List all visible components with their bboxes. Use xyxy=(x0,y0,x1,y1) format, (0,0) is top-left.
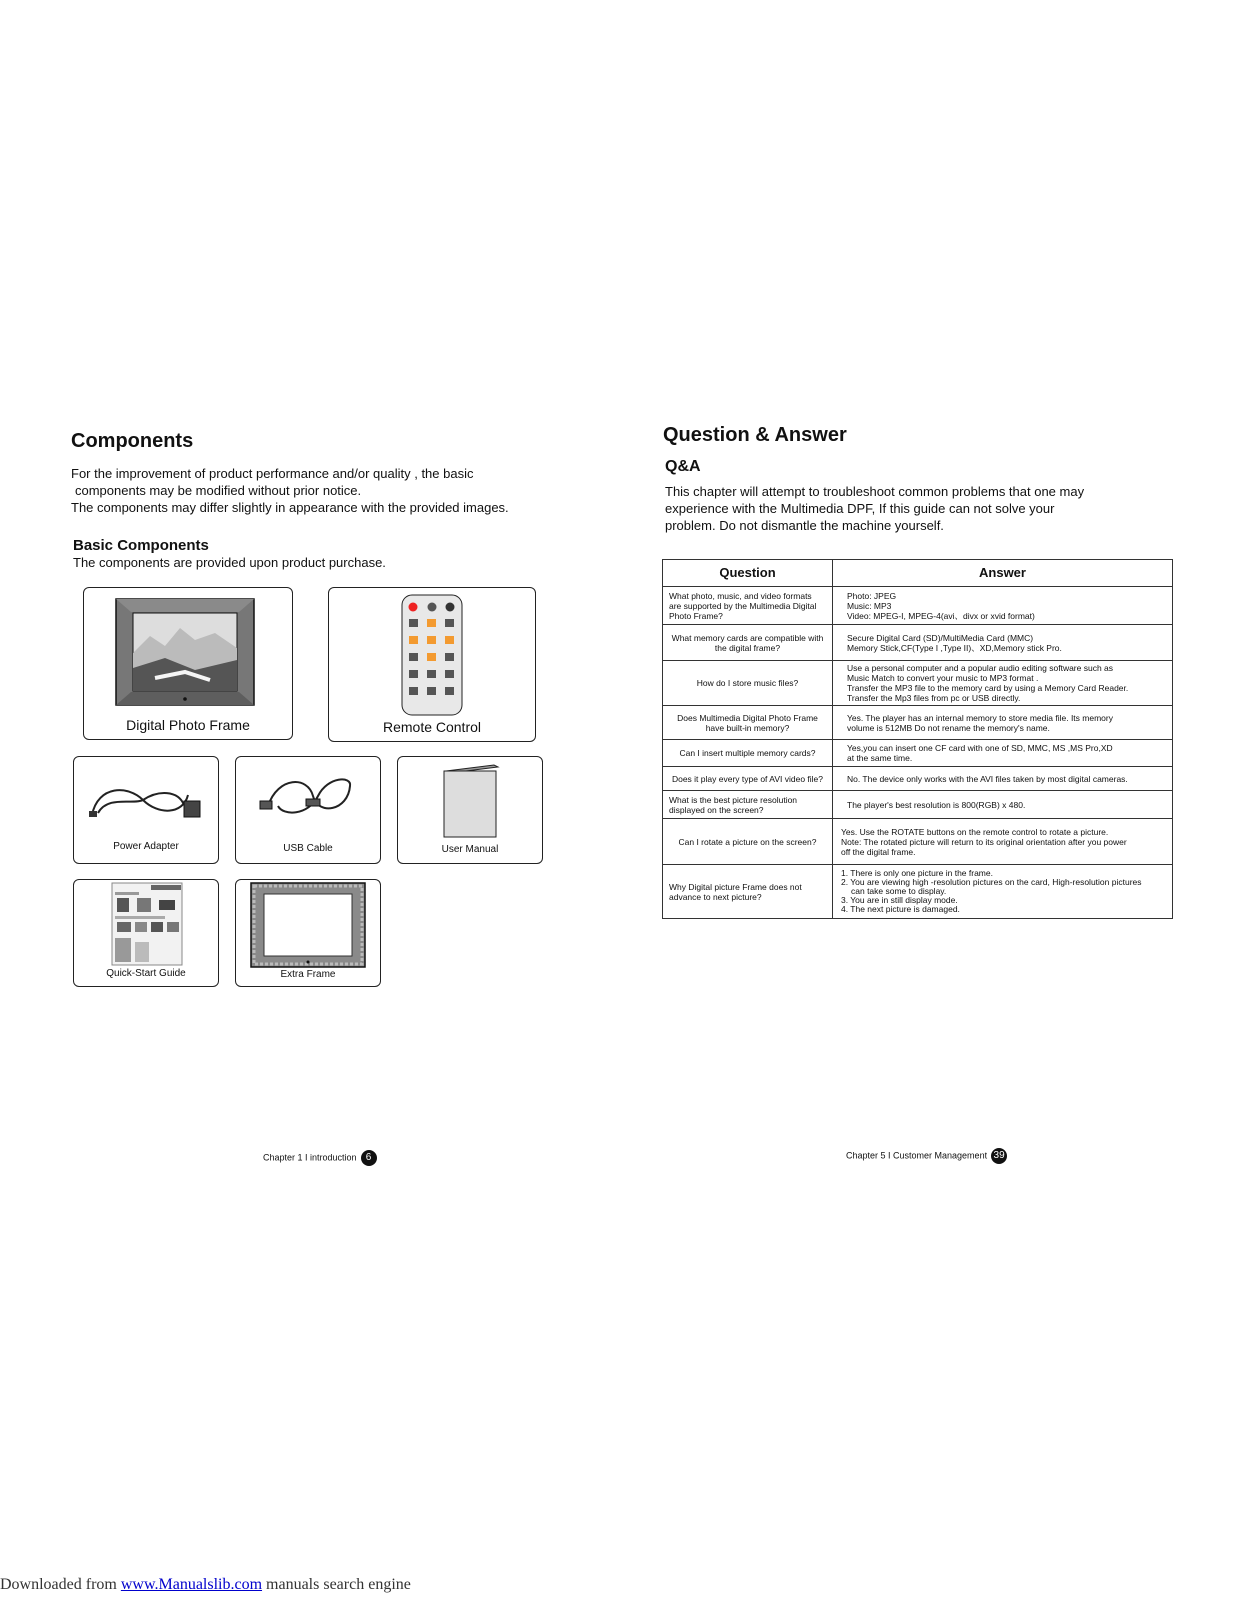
usb-cable-caption: USB Cable xyxy=(283,843,333,854)
qa-intro-line-3: problem. Do not dismantle the machine yourself. xyxy=(665,518,944,533)
qa-intro xyxy=(665,483,1084,534)
power-adapter-caption: Power Adapter xyxy=(113,841,179,852)
left-page-number: 6 xyxy=(361,1150,377,1166)
answer-line: can take some to display. xyxy=(851,886,947,896)
usb-cable-image xyxy=(258,771,358,821)
answer-line: at the same time. xyxy=(847,753,913,763)
question-cell: Why Digital picture Frame does not advance to next picture? xyxy=(663,865,833,919)
qa-intro-line-2: experience with the Multimedia DPF, If this guide can not solve your xyxy=(665,501,1055,516)
remote-control-card xyxy=(328,587,536,742)
answer-line: 2. You are viewing high -resolution pictures on the card, High-resolution pictures xyxy=(841,877,1142,887)
right-footer-chapter: Chapter 5 I Customer Management xyxy=(846,1150,988,1161)
answer-line: The player's best resolution is 800(RGB) x 480. xyxy=(847,799,1026,810)
answer-line: Photo: JPEG xyxy=(847,590,897,601)
answer-line: Video: MPEG-I, MPEG-4(avi、divx or xvid format) xyxy=(847,610,1035,621)
question-cell: Can I rotate a picture on the screen? xyxy=(663,819,833,865)
frame-caption: Digital Photo Frame xyxy=(126,717,250,733)
download-suffix: manuals search engine xyxy=(266,1576,411,1593)
answer-cell xyxy=(833,661,1173,706)
answer-cell xyxy=(833,587,1173,625)
answer-line: Music: MP3 xyxy=(847,600,892,611)
basic-components-sub: The components are provided upon product purchase. xyxy=(73,555,386,570)
answer-line: Note: The rotated picture will return to its original orientation after you power xyxy=(841,836,1127,847)
intro-line-2: components may be modified without prior notice. xyxy=(75,483,362,498)
intro-line-1: For the improvement of product performance and/or quality , the basic xyxy=(71,466,474,481)
question-cell: What photo, music, and video formats are supported by the Multimedia Digital Photo Frame? xyxy=(663,587,833,625)
extra-frame-caption: Extra Frame xyxy=(280,969,336,980)
table-row xyxy=(663,706,1173,740)
table-row xyxy=(663,791,1173,819)
answer-cell xyxy=(833,819,1173,865)
quick-start-guide-caption: Quick-Start Guide xyxy=(106,968,186,979)
answer-line: Yes. The player has an internal memory to store media file. Its memory xyxy=(847,712,1113,723)
power-adapter-image xyxy=(88,775,204,825)
answer-line: 3. You are in still display mode. xyxy=(841,895,958,905)
table-row xyxy=(663,587,1173,625)
answer-line: Yes. Use the ROTATE buttons on the remote control to rotate a picture. xyxy=(841,826,1109,837)
download-footer xyxy=(0,1576,411,1594)
qa-table xyxy=(662,559,1173,919)
answer-line: Memory Stick,CF(Type I ,Type II)、XD,Memory stick Pro. xyxy=(847,642,1062,653)
answer-cell xyxy=(833,740,1173,767)
intro-line-3: The components may differ slightly in appearance with the provided images. xyxy=(71,500,509,515)
quick-start-guide-card xyxy=(73,879,219,987)
answer-cell xyxy=(833,767,1173,791)
table-row xyxy=(663,819,1173,865)
table-row xyxy=(663,865,1173,919)
qa-intro-line-1: This chapter will attempt to troubleshoot common problems that one may xyxy=(665,484,1085,499)
answer-cell xyxy=(833,791,1173,819)
remote-control-image xyxy=(401,594,463,716)
download-prefix: Downloaded from xyxy=(0,1576,117,1593)
components-title: Components xyxy=(71,430,194,452)
qa-title: Question & Answer xyxy=(663,424,847,446)
left-footer-chapter: Chapter 1 I introduction xyxy=(263,1152,357,1163)
question-cell: What memory cards are compatible with the digital frame? xyxy=(663,625,833,661)
question-cell: How do I store music files? xyxy=(663,661,833,706)
answer-line: 4. The next picture is damaged. xyxy=(841,904,960,914)
basic-components-heading: Basic Components xyxy=(73,537,209,554)
user-manual-card xyxy=(397,756,543,864)
qa-subtitle: Q&A xyxy=(665,458,701,475)
digital-photo-frame-card xyxy=(83,587,293,740)
question-header: Question xyxy=(663,560,833,587)
answer-line: Transfer the MP3 file to the memory card by using a Memory Card Reader. xyxy=(847,683,1129,693)
answer-header: Answer xyxy=(833,560,1173,587)
answer-cell xyxy=(833,625,1173,661)
left-page-footer xyxy=(263,1150,377,1166)
question-cell: What is the best picture resolution displayed on the screen? xyxy=(663,791,833,819)
question-cell: Does Multimedia Digital Photo Frame have built-in memory? xyxy=(663,706,833,740)
remote-caption: Remote Control xyxy=(382,719,482,735)
right-page-number: 39 xyxy=(991,1148,1007,1164)
power-adapter-card xyxy=(73,756,219,864)
question-cell: Can I insert multiple memory cards? xyxy=(663,740,833,767)
question-cell: Does it play every type of AVI video file? xyxy=(663,767,833,791)
usb-cable-card xyxy=(235,756,381,864)
answer-line: volume is 512MB Do not rename the memory's name. xyxy=(847,722,1050,733)
extra-frame-image xyxy=(250,882,366,968)
table-row xyxy=(663,767,1173,791)
answer-cell xyxy=(833,706,1173,740)
table-row xyxy=(663,625,1173,661)
answer-line: Secure Digital Card (SD)/MultiMedia Card (MMC) xyxy=(847,632,1034,643)
table-row xyxy=(663,740,1173,767)
digital-photo-frame-image xyxy=(115,598,255,706)
answer-line: Use a personal computer and a popular audio editing software such as xyxy=(847,663,1114,673)
answer-line: No. The device only works with the AVI files taken by most digital cameras. xyxy=(847,773,1128,784)
answer-line: Yes,you can insert one CF card with one of SD, MMC, MS ,MS Pro,XD xyxy=(847,743,1113,753)
answer-line: off the digital frame. xyxy=(841,846,916,857)
quick-start-guide-image xyxy=(111,882,183,966)
components-intro xyxy=(71,465,509,516)
answer-line: 1. There is only one picture in the frame. xyxy=(841,868,993,878)
user-manual-image xyxy=(442,763,500,839)
answer-line: Transfer the Mp3 files from pc or USB directly. xyxy=(847,693,1021,703)
extra-frame-card xyxy=(235,879,381,987)
qa-header-row xyxy=(663,560,1173,587)
user-manual-caption: User Manual xyxy=(441,844,499,855)
right-page-footer xyxy=(846,1148,1007,1164)
manualslib-link[interactable]: www.Manualslib.com xyxy=(120,1576,263,1593)
answer-line: Music Match to convert your music to MP3 format . xyxy=(847,673,1039,683)
answer-cell xyxy=(833,865,1173,919)
table-row xyxy=(663,661,1173,706)
